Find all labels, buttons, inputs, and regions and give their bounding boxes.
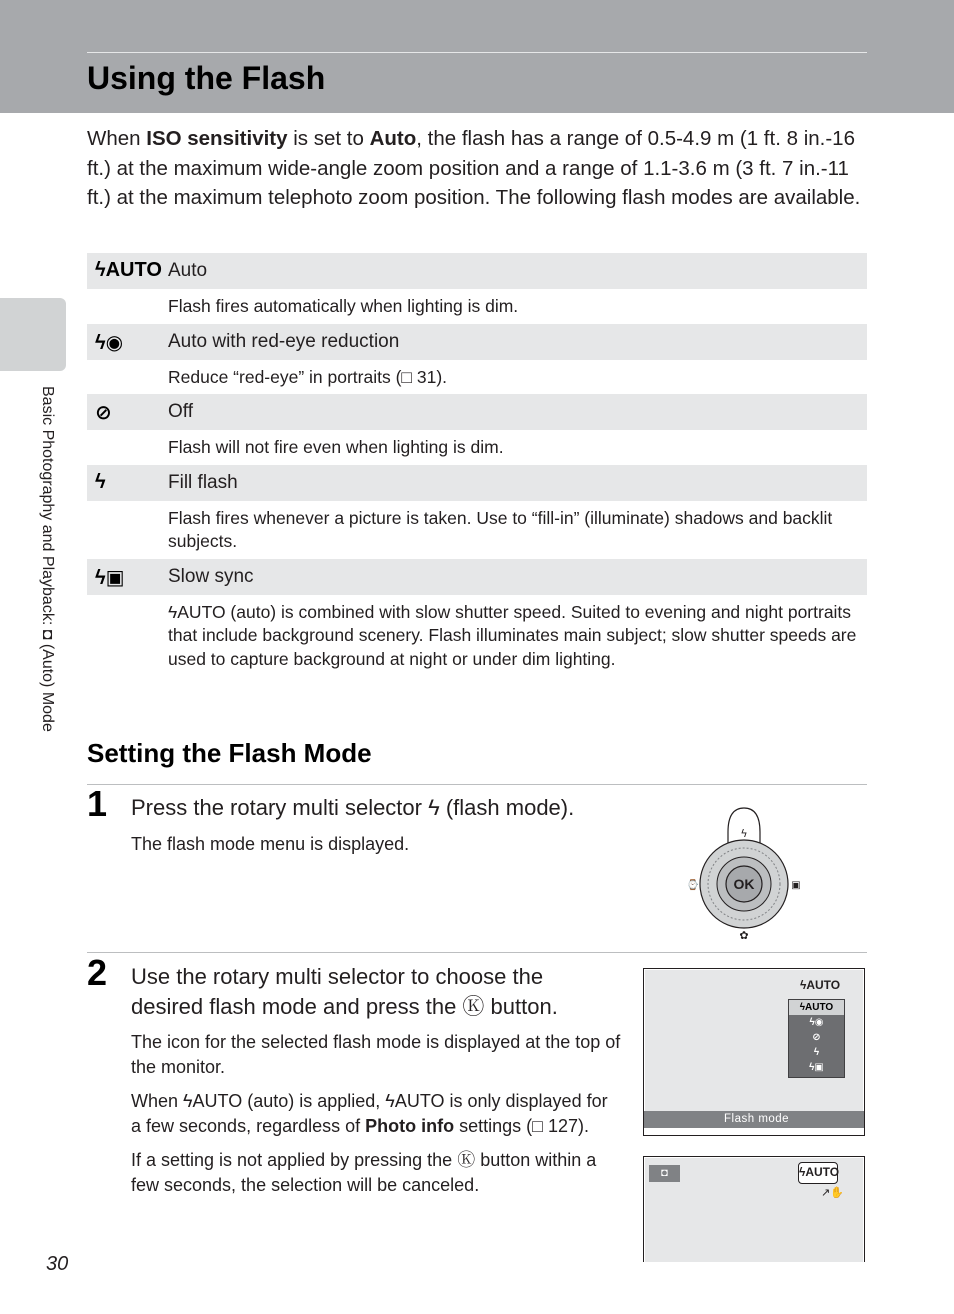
step-1-heading: Press the rotary multi selector ϟ (flash mode). (131, 795, 575, 820)
mode-description: Flash will not fire even when lighting is dim. (168, 437, 504, 457)
mode-name: Auto (168, 260, 208, 281)
mode-header (87, 324, 867, 360)
rotary-multi-selector-diagram (684, 804, 804, 942)
mode-header (87, 559, 867, 595)
step-2-number: 2 (87, 952, 108, 993)
flash-mode-table (87, 253, 867, 676)
monitor-screen (643, 1156, 865, 1262)
flash-auto-icon: ϟAUTO (95, 259, 162, 281)
menu-item-flash-auto: ϟAUTO (789, 1000, 844, 1015)
mode-description: Flash fires whenever a picture is taken. Use to “fill-in” (illuminate) shadows and backlit subjects. (168, 507, 833, 551)
page-number: 30 (46, 1253, 69, 1275)
screen-caption: Flash mode (644, 1111, 864, 1128)
mode-row-off (87, 394, 867, 465)
intro-bold-iso: ISO sensitivity (146, 127, 288, 150)
header-rule (87, 52, 867, 53)
mode-row-slow-sync (87, 559, 867, 677)
step-1-text: The flash mode menu is displayed. (131, 834, 410, 854)
mode-row-auto (87, 253, 867, 324)
intro-text-2: is set to (287, 127, 370, 150)
flash-off-icon: ⊘ (95, 402, 112, 424)
dial-flash-icon: ϟ (740, 827, 748, 840)
dial-exposure-icon: ▣ (791, 880, 801, 891)
intro-paragraph (87, 124, 867, 213)
ok-button-label: OK (733, 876, 755, 892)
step-2-text-2 (131, 1089, 621, 1139)
mode-row-fill (87, 465, 867, 559)
mode-description: ϟAUTO (auto) is combined with slow shutter speed. Suited to evening and night portraits that include background scenery. Flash illuminates main subject; slow shutter speeds are used to capture background at night or under dim lighting. (168, 601, 857, 669)
flash-red-eye-icon: ϟ◉ (95, 331, 124, 354)
section-rule (87, 784, 867, 785)
vibration-reduction-icon: ↗✋ (821, 1187, 844, 1199)
mode-name: Auto with red-eye reduction (168, 330, 400, 352)
page-title: Using the Flash (87, 60, 326, 96)
menu-item-red-eye: ϟ◉ (809, 1017, 824, 1028)
step-2-text-2a: When ϟAUTO (auto) is applied, ϟAUTO is only displayed for a few seconds, regardless of (131, 1091, 608, 1136)
mode-row-red-eye (87, 324, 867, 395)
intro-bold-auto: Auto (369, 127, 417, 150)
mode-header (87, 465, 867, 501)
screen-flash-auto-icon: ϟAUTO (800, 978, 841, 992)
rotary-dial-svg (684, 804, 804, 942)
flash-mode-menu (788, 999, 845, 1078)
camera-mode-icon: ◘ (649, 1165, 680, 1182)
mode-header (87, 394, 867, 430)
flash-auto-indicator-icon: ϟAUTO (798, 1162, 838, 1184)
chapter-side-label-text: Basic Photography and Playback: ◘ (Auto) Mode (39, 386, 56, 732)
flash-fill-icon: ϟ (95, 470, 106, 493)
step-2-text-3: If a setting is not applied by pressing the Ⓚ button within a few seconds, the selection will be canceled. (131, 1150, 597, 1195)
step-2-heading: Use the rotary multi selector to choose the desired flash mode and press the Ⓚ button. (131, 964, 558, 1019)
flash-slow-sync-icon: ϟ▣ (95, 566, 125, 589)
step-2-text-1: The icon for the selected flash mode is displayed at the top of the monitor. (131, 1032, 621, 1077)
mode-description: Reduce “red-eye” in portraits (□ 31). (168, 366, 448, 387)
mode-name: Slow sync (168, 565, 254, 587)
mode-name: Fill flash (168, 471, 238, 493)
dial-self-timer-icon: ⌚ (686, 880, 700, 891)
menu-item-slow-sync: ϟ▣ (809, 1062, 824, 1073)
mode-header (87, 253, 867, 289)
flash-mode-menu-screen (643, 968, 865, 1136)
menu-item-off: ⊘ (812, 1032, 821, 1043)
mode-name: Off (168, 401, 193, 422)
step-divider (87, 952, 867, 953)
dial-macro-icon: ✿ (739, 929, 749, 942)
chapter-side-label (36, 386, 60, 796)
section-title: Setting the Flash Mode (87, 738, 372, 768)
intro-text-3: , the flash has a range of 0.5-4.9 m (1 ft. 8 in.-16 ft.) at the maximum wide-angle zoom position and a range of 1.1-3.6 m (3 ft. 7 in.-11 ft.) at the maximum telephoto zoom position. The following flash modes are available. (87, 127, 861, 209)
chapter-tab (0, 298, 66, 371)
photo-info-bold: Photo info (365, 1116, 455, 1136)
mode-description: Flash fires automatically when lighting is dim. (168, 296, 519, 316)
step-1-number: 1 (87, 783, 108, 824)
intro-text-1: When (87, 127, 147, 150)
menu-item-fill: ϟ (813, 1047, 820, 1058)
step-2-text-2c: settings (□ 127). (454, 1116, 590, 1136)
